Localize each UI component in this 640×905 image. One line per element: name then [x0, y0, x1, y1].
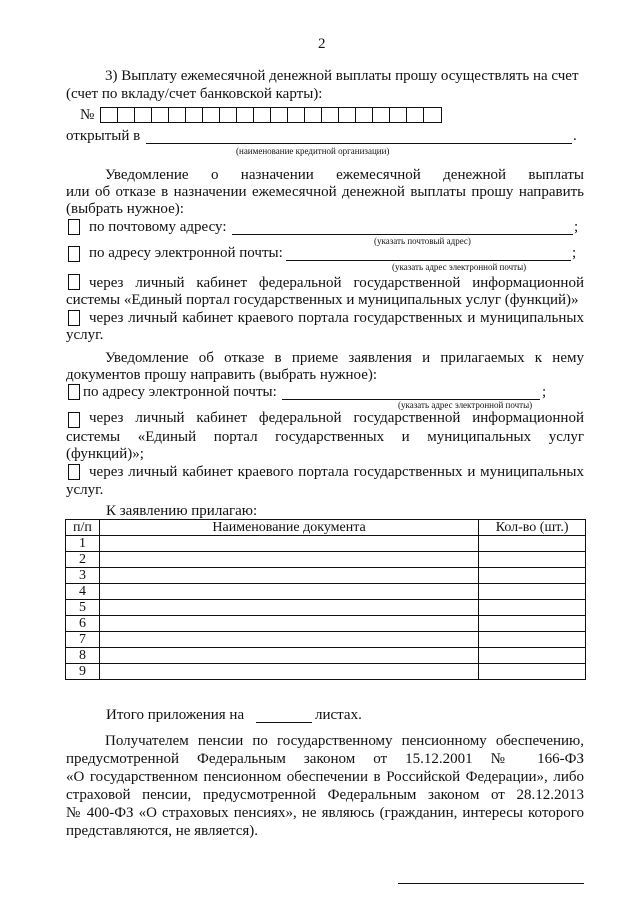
quantity-cell[interactable] — [479, 568, 586, 584]
account-digit-cell[interactable] — [101, 108, 118, 122]
row-index: 5 — [66, 600, 100, 616]
document-name-cell[interactable] — [99, 552, 478, 568]
sec3-line1: 3) Выплату ежемесячной денежной выплаты прошу осуществлять на счет — [105, 68, 579, 84]
table-row — [66, 664, 586, 680]
row-index: 6 — [66, 616, 100, 632]
account-digit-cell[interactable] — [152, 108, 169, 122]
regional-line2: услуг. — [66, 327, 104, 343]
pension-line2: предусмотренной Федеральным законом от 15.12.2001 № 166-ФЗ — [66, 751, 584, 767]
document-name-cell[interactable] — [99, 632, 478, 648]
quantity-cell[interactable] — [479, 648, 586, 664]
account-digit-cell[interactable] — [339, 108, 356, 122]
header-document-name: Наименование документа — [99, 520, 478, 536]
postal-address-field[interactable] — [232, 221, 573, 235]
quantity-cell[interactable] — [479, 584, 586, 600]
refusal-regional-checkbox[interactable] — [68, 464, 80, 480]
document-name-cell[interactable] — [99, 648, 478, 664]
account-number-field[interactable] — [100, 107, 442, 123]
opened-in-label: открытый в — [66, 128, 141, 144]
account-number-label: № — [80, 107, 95, 123]
row-index: 4 — [66, 584, 100, 600]
refusal-gosuslugi-line3: (функций)»; — [66, 446, 144, 462]
signature-line[interactable] — [398, 883, 584, 884]
row-index: 8 — [66, 648, 100, 664]
account-digit-cell[interactable] — [390, 108, 407, 122]
refusal-email-field[interactable] — [282, 386, 540, 400]
refusal-gosuslugi-line2: системы «Единый портал государственных и муниципальных услуг — [66, 429, 584, 445]
quantity-cell[interactable] — [479, 536, 586, 552]
table-row — [66, 616, 586, 632]
refusal-email-label: по адресу электронной почты: — [83, 384, 277, 400]
refusal-gosuslugi-checkbox[interactable] — [68, 412, 80, 428]
postal-label: по почтовому адресу: — [89, 219, 227, 235]
document-name-cell[interactable] — [99, 536, 478, 552]
header-quantity: Кол-во (шт.) — [479, 520, 586, 536]
sec3-line2: (счет по вкладу/счет банковской карты): — [66, 86, 323, 102]
total-sheets-field[interactable] — [256, 709, 312, 723]
email-field[interactable] — [286, 247, 571, 261]
document-name-cell[interactable] — [99, 584, 478, 600]
quantity-cell[interactable] — [479, 616, 586, 632]
table-row — [66, 568, 586, 584]
email-checkbox[interactable] — [68, 246, 80, 262]
credit-org-hint: (наименование кредитной организации) — [236, 146, 390, 156]
document-name-cell[interactable] — [99, 600, 478, 616]
postal-end: ; — [574, 219, 579, 235]
pension-line6: представляются, не является). — [66, 823, 259, 839]
page-number: 2 — [318, 36, 326, 52]
account-digit-cell[interactable] — [186, 108, 203, 122]
account-digit-cell[interactable] — [356, 108, 373, 122]
refusal-regional-line1: через личный кабинет краевого портала государственных и муниципальных — [89, 464, 584, 480]
gosuslugi-line1: через личный кабинет федеральной государственной информационной — [89, 275, 584, 291]
header-index: п/п — [66, 520, 100, 536]
regional-line1: через личный кабинет краевого портала государственных и муниципальных — [89, 310, 584, 326]
account-digit-cell[interactable] — [424, 108, 441, 122]
account-digit-cell[interactable] — [271, 108, 288, 122]
quantity-cell[interactable] — [479, 632, 586, 648]
row-index: 3 — [66, 568, 100, 584]
refusal-gosuslugi-line1: через личный кабинет федеральной государственной информационной — [89, 410, 584, 426]
pension-line4: страховой пенсии, предусмотренной Федеральным законом от 28.12.2013 — [66, 787, 584, 803]
refusal-email-hint: (указать адрес электронной почты) — [398, 400, 533, 410]
refusal-email-checkbox[interactable] — [68, 384, 80, 400]
account-digit-cell[interactable] — [322, 108, 339, 122]
pension-line5: № 400-ФЗ «О страховых пенсиях», не являюсь (гражданин, интересы которого — [66, 805, 584, 821]
regional-checkbox[interactable] — [68, 310, 80, 326]
row-index: 9 — [66, 664, 100, 680]
attachments-intro: К заявлению прилагаю: — [106, 503, 258, 519]
gosuslugi-checkbox[interactable] — [68, 274, 80, 290]
quantity-cell[interactable] — [479, 552, 586, 568]
table-row — [66, 632, 586, 648]
refusal-line2: документов прошу направить (выбрать нужное): — [66, 367, 378, 383]
account-digit-cell[interactable] — [305, 108, 322, 122]
credit-org-end: . — [573, 128, 577, 144]
attachments-table — [65, 519, 586, 680]
total-suffix: листах. — [315, 707, 362, 723]
document-name-cell[interactable] — [99, 664, 478, 680]
account-digit-cell[interactable] — [407, 108, 424, 122]
attachments-header-row — [66, 520, 586, 536]
postal-hint: (указать почтовый адрес) — [374, 236, 471, 246]
account-digit-cell[interactable] — [135, 108, 152, 122]
document-name-cell[interactable] — [99, 616, 478, 632]
account-digit-cell[interactable] — [220, 108, 237, 122]
email-hint: (указать адрес электронной почты) — [392, 262, 527, 272]
account-digit-cell[interactable] — [254, 108, 271, 122]
pension-line1: Получателем пенсии по государственному пенсионному обеспечению, — [105, 733, 584, 749]
account-digit-cell[interactable] — [118, 108, 135, 122]
table-row — [66, 584, 586, 600]
gosuslugi-line2: системы «Единый портал государственных и муниципальных услуг (функций)» — [66, 292, 579, 308]
credit-org-field[interactable] — [146, 130, 572, 144]
pension-line3: «О государственном пенсионном обеспечении в Российской Федерации», либо — [66, 769, 584, 785]
document-name-cell[interactable] — [99, 568, 478, 584]
quantity-cell[interactable] — [479, 664, 586, 680]
refusal-line1: Уведомление об отказе в приеме заявления и прилагаемых к нему — [105, 350, 584, 366]
account-digit-cell[interactable] — [203, 108, 220, 122]
table-row — [66, 552, 586, 568]
quantity-cell[interactable] — [479, 600, 586, 616]
account-digit-cell[interactable] — [373, 108, 390, 122]
notify-line2: или об отказе в назначении ежемесячной денежной выплаты прошу направить — [66, 184, 584, 200]
account-digit-cell[interactable] — [237, 108, 254, 122]
postal-checkbox[interactable] — [68, 219, 80, 235]
table-row — [66, 648, 586, 664]
refusal-regional-line2: услуг. — [66, 482, 104, 498]
table-row — [66, 600, 586, 616]
email-label: по адресу электронной почты: — [89, 245, 283, 261]
row-index: 1 — [66, 536, 100, 552]
notify-line1: Уведомление о назначении ежемесячной денежной выплаты — [105, 167, 584, 183]
row-index: 7 — [66, 632, 100, 648]
table-row — [66, 536, 586, 552]
total-prefix: Итого приложения на — [106, 707, 245, 723]
account-digit-cell[interactable] — [288, 108, 305, 122]
account-digit-cell[interactable] — [169, 108, 186, 122]
row-index: 2 — [66, 552, 100, 568]
refusal-email-end: ; — [542, 384, 547, 400]
notify-line3: (выбрать нужное): — [66, 201, 184, 217]
email-end: ; — [572, 245, 577, 261]
